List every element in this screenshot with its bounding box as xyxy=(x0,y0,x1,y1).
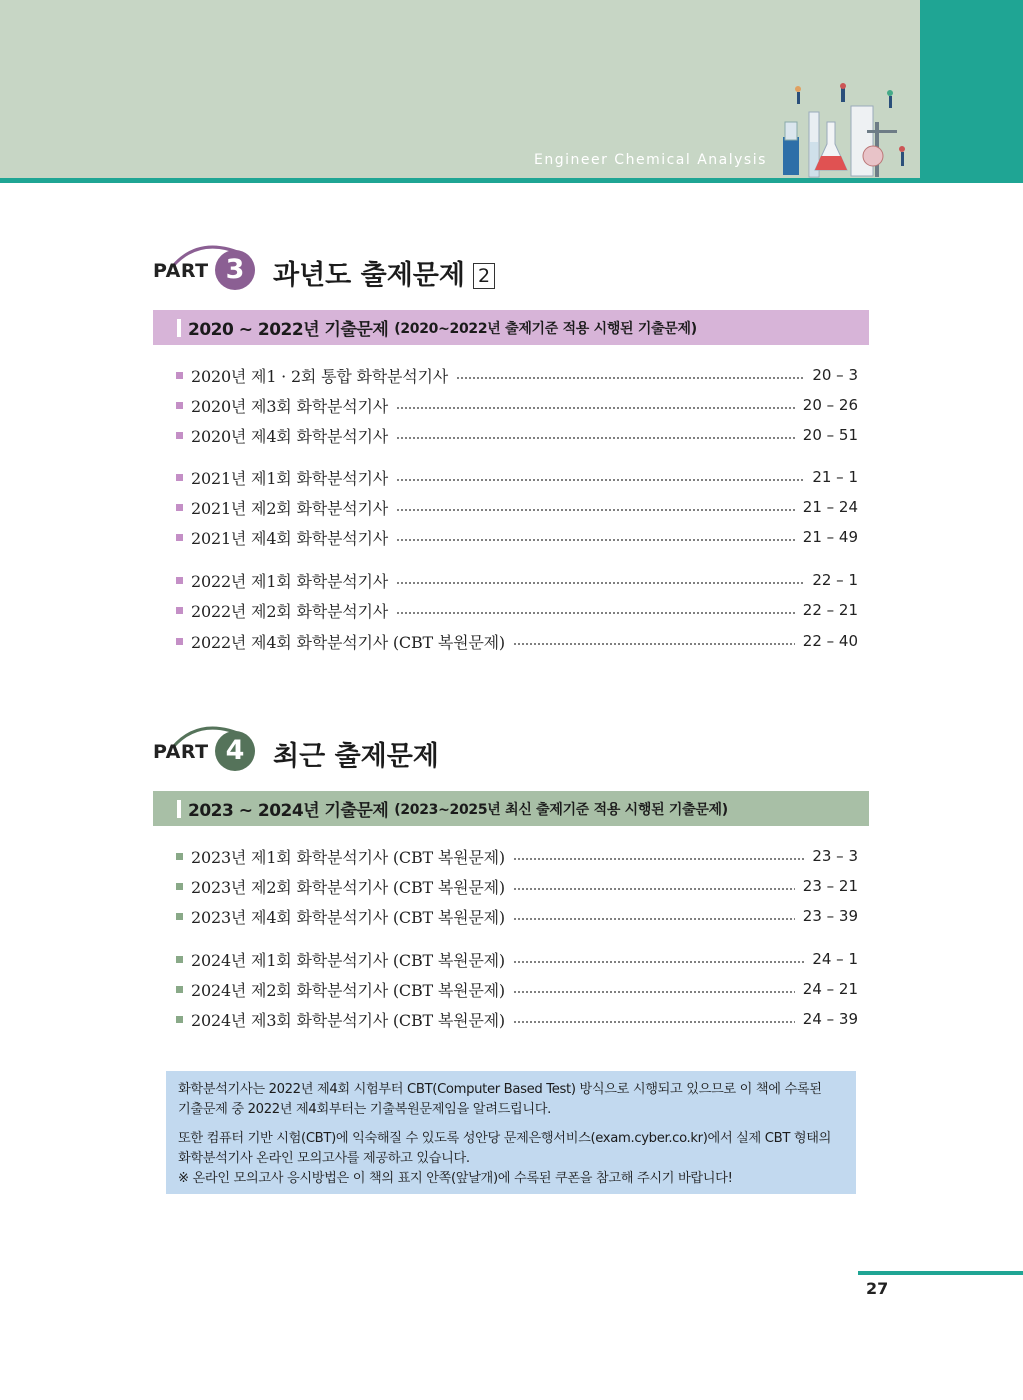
leader-dots xyxy=(396,539,795,541)
bullet-icon xyxy=(176,986,183,993)
bullet-icon xyxy=(176,1016,183,1023)
leader-dots xyxy=(513,858,804,860)
toc-entry-page: 20 – 3 xyxy=(812,366,858,384)
leader-dots xyxy=(513,1021,795,1023)
bullet-icon xyxy=(176,956,183,963)
toc-entry-title: 2023년 제4회 화학분석기사 (CBT 복원문제) xyxy=(191,907,505,927)
toc-entry-page: 22 – 40 xyxy=(802,632,858,650)
leader-dots xyxy=(396,479,804,481)
leader-dots xyxy=(513,888,795,890)
bullet-icon xyxy=(176,402,183,409)
bullet-icon xyxy=(176,638,183,645)
bullet-icon xyxy=(176,577,183,584)
toc-entry-page: 22 – 1 xyxy=(812,571,858,589)
toc-entry-page: 23 – 3 xyxy=(812,847,858,865)
notice-line: 또한 컴퓨터 기반 시험(CBT)에 익숙해질 수 있도록 성안당 문제은행서비스(exam.cyber.co.kr)에서 실제 CBT 형태의 xyxy=(178,1131,832,1146)
toc-entry[interactable] xyxy=(176,904,858,928)
toc-entry-title: 2024년 제3회 화학분석기사 (CBT 복원문제) xyxy=(191,1010,505,1030)
toc-entry-title: 2021년 제2회 화학분석기사 xyxy=(191,498,388,518)
leader-dots xyxy=(513,918,795,920)
toc-entry[interactable] xyxy=(176,465,858,489)
notice-line: 화학분석기사는 2022년 제4회 시험부터 CBT(Computer Based Test) 방식으로 시행되고 있으므로 이 책에 수록된 xyxy=(178,1082,822,1097)
leader-dots xyxy=(396,582,804,584)
toc-entry[interactable] xyxy=(176,568,858,592)
toc-entry-title: 2023년 제2회 화학분석기사 (CBT 복원문제) xyxy=(191,877,505,897)
bullet-icon xyxy=(176,913,183,920)
toc-entry-title: 2023년 제1회 화학분석기사 (CBT 복원문제) xyxy=(191,847,505,867)
leader-dots xyxy=(396,509,795,511)
notice-line: 기출문제 중 2022년 제4회부터는 기출복원문제임을 알려드립니다. xyxy=(178,1102,551,1117)
part3-label: PART xyxy=(153,260,209,282)
part4-heading xyxy=(153,727,653,777)
header-accent-block xyxy=(920,0,1023,182)
toc-entry-title: 2020년 제3회 화학분석기사 xyxy=(191,396,388,416)
bullet-icon xyxy=(176,853,183,860)
toc-entry-page: 22 – 21 xyxy=(802,601,858,619)
bullet-icon xyxy=(176,883,183,890)
leader-dots xyxy=(513,961,804,963)
leader-dots xyxy=(513,991,795,993)
leader-dots xyxy=(396,437,795,439)
part4-label: PART xyxy=(153,741,209,763)
part3-bar-title: 2020 ~ 2022년 기출문제 xyxy=(188,320,389,340)
toc-entry-title: 2022년 제4회 화학분석기사 (CBT 복원문제) xyxy=(191,632,505,652)
toc-entry[interactable] xyxy=(176,495,858,519)
toc-entry-page: 24 – 39 xyxy=(802,1010,858,1028)
leader-dots xyxy=(513,643,795,645)
footer-divider xyxy=(858,1271,1023,1275)
part3-heading xyxy=(153,246,653,296)
part3-section-bar xyxy=(153,310,869,345)
toc-entry-title: 2022년 제1회 화학분석기사 xyxy=(191,571,388,591)
toc-entry-page: 20 – 51 xyxy=(802,426,858,444)
toc-entry-title: 2024년 제2회 화학분석기사 (CBT 복원문제) xyxy=(191,980,505,1000)
leader-dots xyxy=(456,377,804,379)
toc-entry-title: 2022년 제2회 화학분석기사 xyxy=(191,601,388,621)
toc-entry-title: 2020년 제1 · 2회 통합 화학분석기사 xyxy=(191,366,449,386)
toc-entry[interactable] xyxy=(176,363,858,387)
part3-title xyxy=(273,253,495,292)
toc-entry[interactable] xyxy=(176,629,858,653)
toc-entry-page: 24 – 21 xyxy=(802,980,858,998)
part4-title: 최근 출제문제 xyxy=(273,741,439,772)
part4-number-badge: 4 xyxy=(215,731,255,771)
toc-entry-page: 23 – 39 xyxy=(802,907,858,925)
toc-entry-title: 2024년 제1회 화학분석기사 (CBT 복원문제) xyxy=(191,950,505,970)
notice-line: ※ 온라인 모의고사 응시방법은 이 책의 표지 안쪽(앞날개)에 수록된 쿠폰을 참고해 주시기 바랍니다! xyxy=(178,1171,733,1186)
header-subtitle: Engineer Chemical Analysis xyxy=(534,152,767,168)
part3-number-badge: 3 xyxy=(215,250,255,290)
toc-entry[interactable] xyxy=(176,393,858,417)
part4-bar-title: 2023 ~ 2024년 기출문제 xyxy=(188,801,389,821)
part3-title-suffix: 2 xyxy=(473,263,495,289)
bullet-icon xyxy=(176,607,183,614)
toc-entry[interactable] xyxy=(176,844,858,868)
toc-entry-page: 20 – 26 xyxy=(802,396,858,414)
page-number: 27 xyxy=(866,1279,889,1298)
toc-entry-page: 23 – 21 xyxy=(802,877,858,895)
bar-marker xyxy=(177,319,181,337)
leader-dots xyxy=(396,612,795,614)
toc-entry[interactable] xyxy=(176,598,858,622)
beaker-blue xyxy=(783,137,799,175)
part3-bar-subtitle: (2020~2022년 출제기준 적용 시행된 기출문제) xyxy=(394,320,697,337)
bar-marker xyxy=(177,800,181,818)
toc-entry-page: 21 – 1 xyxy=(812,468,858,486)
toc-entry[interactable] xyxy=(176,525,858,549)
toc-entry-title: 2020년 제4회 화학분석기사 xyxy=(191,426,388,446)
toc-entry[interactable] xyxy=(176,423,858,447)
notice-spacer xyxy=(178,1120,856,1129)
leader-dots xyxy=(396,407,795,409)
toc-entry-title: 2021년 제4회 화학분석기사 xyxy=(191,528,388,548)
part4-section-bar xyxy=(153,791,869,826)
toc-entry-page: 21 – 24 xyxy=(802,498,858,516)
bullet-icon xyxy=(176,504,183,511)
toc-entry-page: 24 – 1 xyxy=(812,950,858,968)
bullet-icon xyxy=(176,534,183,541)
part4-bar-subtitle: (2023~2025년 최신 출제기준 적용 시행된 기출문제) xyxy=(394,801,728,818)
notice-line: 화학분석기사 온라인 모의고사를 제공하고 있습니다. xyxy=(178,1151,470,1166)
part3-title-text: 과년도 출제문제 xyxy=(273,260,465,291)
lab-glassware-illustration xyxy=(775,82,915,182)
bullet-icon xyxy=(176,432,183,439)
toc-entry-title: 2021년 제1회 화학분석기사 xyxy=(191,468,388,488)
cbt-notice-box xyxy=(166,1071,856,1194)
toc-entry[interactable] xyxy=(176,947,858,971)
bullet-icon xyxy=(176,372,183,379)
toc-entry[interactable] xyxy=(176,977,858,1001)
bullet-icon xyxy=(176,474,183,481)
toc-entry[interactable] xyxy=(176,874,858,898)
toc-entry-page: 21 – 49 xyxy=(802,528,858,546)
toc-entry[interactable] xyxy=(176,1007,858,1031)
